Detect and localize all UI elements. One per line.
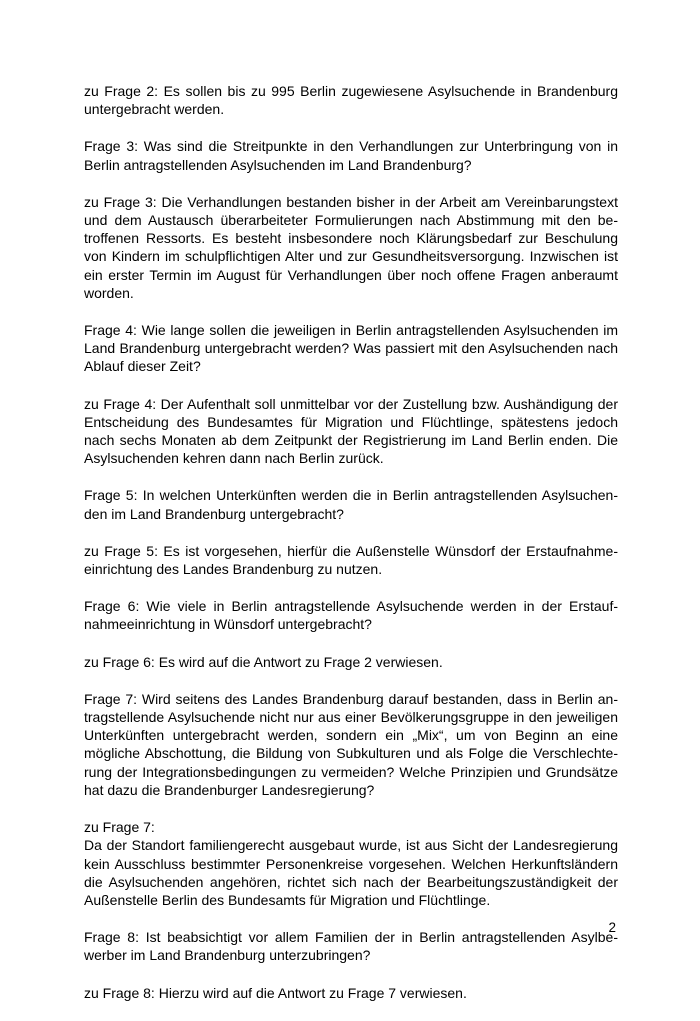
page-number: 2 [608, 920, 616, 935]
answer-2: zu Frage 2: Es sollen bis zu 995 Berlin zugewiesene Asylsuchende in Brandenburg untergebracht werden. [84, 83, 618, 118]
question-5: Frage 5: In welchen Unterkünften werden die in Berlin antragstellenden Asylsuchenden im Land Brandenburg untergebracht? [84, 487, 618, 522]
answer-6: zu Frage 6: Es wird auf die Antwort zu Frage 2 verwiesen. [84, 653, 443, 670]
question-4: Frage 4: Wie lange sollen die jeweiligen in Berlin antragstellenden Asylsuchenden im Land Brandenburg untergebracht werden? Was passiert mit den Asylsuchenden nach Ablauf dieser Zeit? [84, 322, 618, 375]
question-3: Frage 3: Was sind die Streitpunkte in den Verhandlungen zur Unterbringung von in Berlin antragstellenden Asylsuchenden im Land Brandenburg? [84, 138, 618, 173]
answer-7 [84, 818, 618, 909]
answer-5: zu Frage 5: Es ist vorgesehen, hierfür die Außenstelle Wünsdorf der Erstaufnahmeeinrichtung des Landes Brandenburg zu nutzen. [84, 542, 618, 578]
question-8: Frage 8: Ist beabsichtigt vor allem Familien der in Berlin antragstellenden Asylbewerber im Land Brandenburg unterzubringen? [84, 929, 618, 964]
question-7: Frage 7: Wird seitens des Landes Brandenburg darauf bestanden, dass in Berlin antragstellende Asylsuchende nicht nur aus einer Bevölkerungsgruppe in den jeweiligen Unterkünften untergebracht werden, sondern ein „Mix“, um von Beginn an eine mögliche Abschottung, die Bildung von Subkulturen und als Folge die Verschlechterung der Integrationsbedingungen zu vermeiden? Welche Prinzipien und Grundsätze hat dazu die Brandenburger Landesregierung? [84, 690, 618, 798]
answer-8: zu Frage 8: Hierzu wird auf die Antwort zu Frage 7 verwiesen. [84, 984, 467, 1001]
answer-7-heading: zu Frage 7: [84, 819, 155, 836]
answer-3: zu Frage 3: Die Verhandlungen bestanden bisher in der Arbeit am Vereinbarungstext und dem Austausch überarbeiteter Formulierungen nach Abstimmung mit den betroffenen Ressorts. Es besteht insbesondere noch Klärungsbedarf zur Beschulung von Kindern im schulpflichtigen Alter und zur Gesundheitsversorgung. Inzwischen ist ein erster Termin im August für Verhandlungen über noch offene Fragen anberaumt worden. [84, 193, 618, 301]
answer-7-text: Da der Standort familiengerecht ausgebaut wurde, ist aus Sicht der Landesregierung kein Ausschluss bestimmter Personenkreise vorgesehen. Welchen Herkunftsländern die Asylsuchenden angehören, richtet sich nach der Bearbeitungszuständigkeit der Außenstelle Berlin des Bundesamts für Migration und Flüchtlinge. [84, 837, 618, 908]
answer-4: zu Frage 4: Der Aufenthalt soll unmittelbar vor der Zustellung bzw. Aushändigung der Entscheidung des Bundesamtes für Migration und Flüchtlinge, spätestens jedoch nach sechs Monaten ab dem Zeitpunkt der Registrierung im Land Berlin enden. Die Asylsuchenden kehren dann nach Berlin zurück. [84, 395, 618, 467]
document-page [84, 82, 618, 1021]
question-6: Frage 6: Wie viele in Berlin antragstellende Asylsuchende werden in der Erstaufnahmeeinrichtung in Wünsdorf untergebracht? [84, 598, 618, 633]
